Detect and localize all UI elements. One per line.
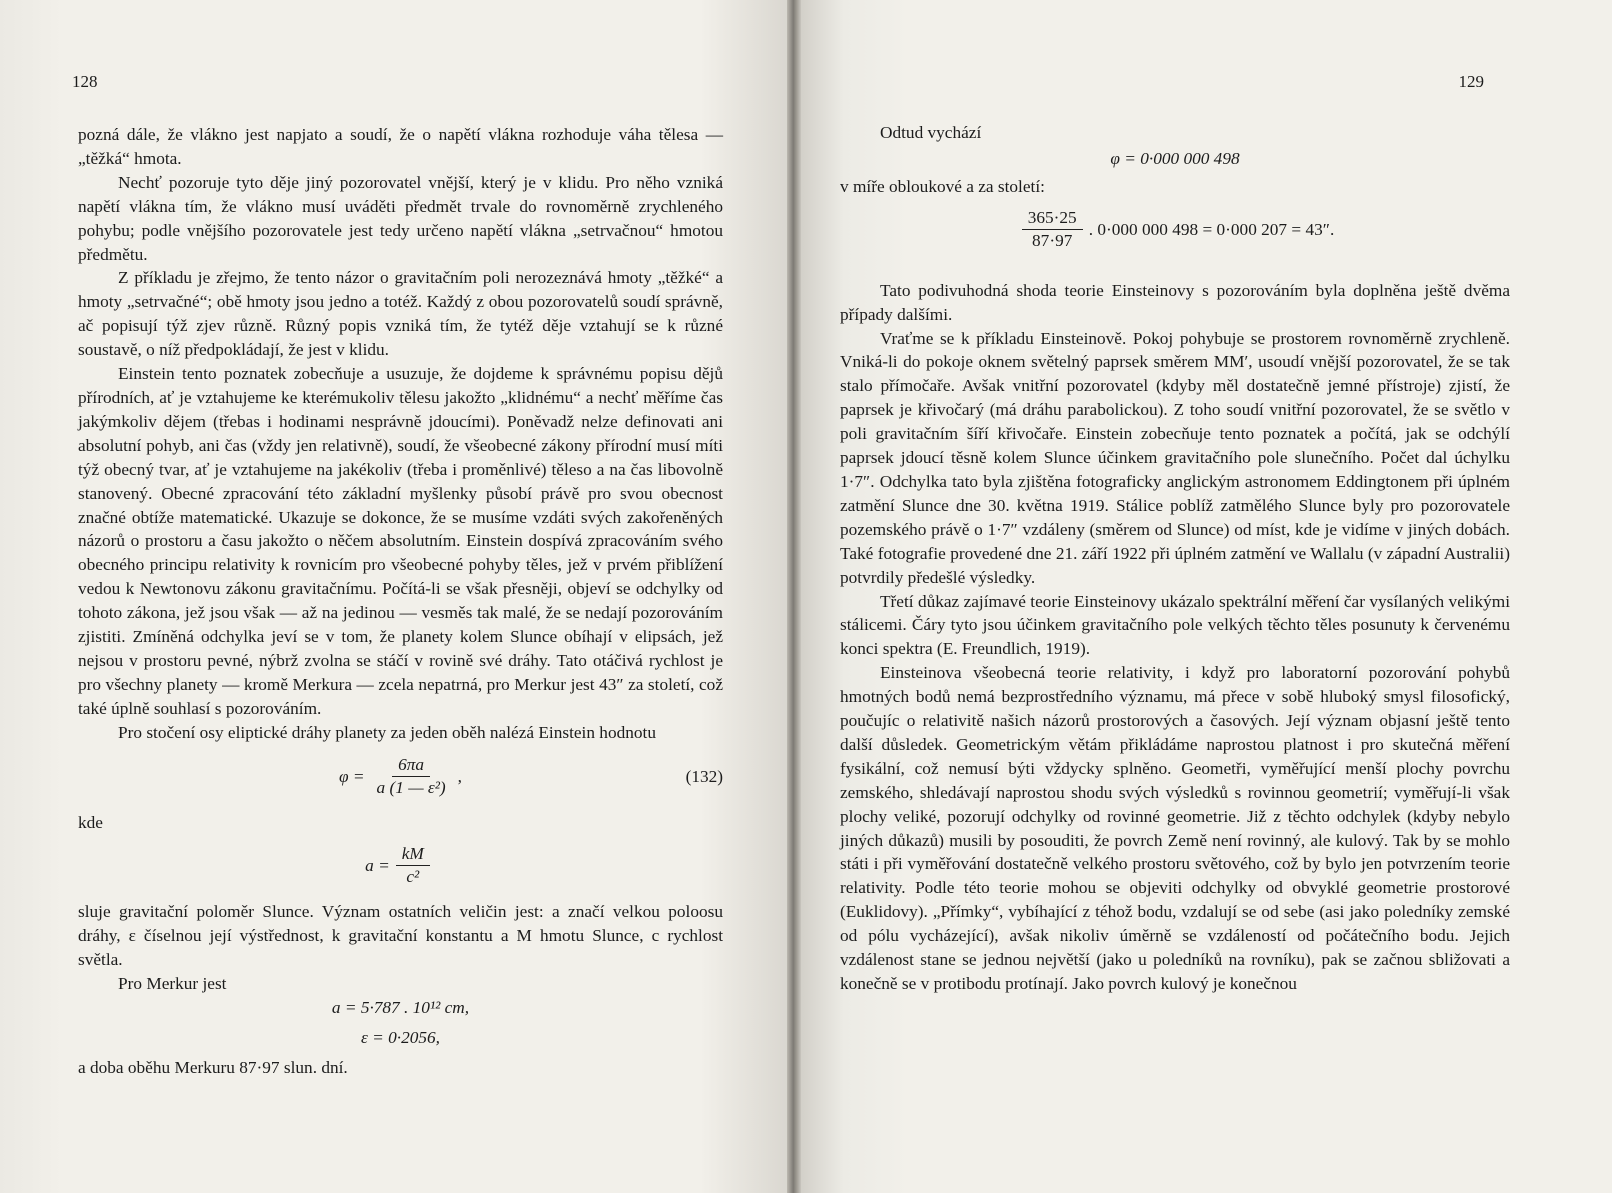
- formula-rest: . 0·000 000 498 = 0·000 207 = 43″.: [1088, 219, 1335, 239]
- page-number: 129: [1458, 72, 1484, 91]
- formula-fraction: [1022, 207, 1083, 252]
- merkur-semi-axis: a = 5·787 . 10¹² cm,: [331, 998, 470, 1018]
- left-page-body: [78, 123, 723, 1080]
- equation-number: (132): [685, 766, 723, 786]
- formula-fraction: [396, 843, 430, 888]
- paragraph: Einstein tento poznatek zobecňuje a usuzuje, že dojdeme k správnému popisu dějů přírodních, ať je vztahujeme ke kterémukoliv tělesu jakožto „klidnému“ a nechť měříme čas jakýmkoliv dějem (třebas i hodinami nesprávně jdoucími). Poněvadž nelze definovati ani absolutní pohyb, ani čas (vždy jen relativně), soudí, že všeobecné zákony přírodní musí míti týž obecný tvar, ať je vztahujeme na jakékoliv (třeba i proměnlivé) těleso a na čas libovolně stanovený. Obecné zpracování této základní myšlenky působí právě pro svou obecnost značné obtíže matematické. Ukazuje se dokonce, že se musíme vzdáti svých zakořeněných názorů o prostoru a času jakožto o něčem absolutním. Einstein dospívá zpracováním svého obecného principu relativity k rovnicím pro všeobecné pohyby těles, jež v prvém přiblížení vedou k Newtonovu zákonu gravitačnímu. Počítá-li se však přesněji, objeví se odchylky od tohoto zákona, jež jsou však — až na jedinou — vesměs tak malé, že se nedají pozorováním zjistiti. Zmíněná odchylka jeví se v tom, že planety kolem Slunce obíhají v elipsách, jež nejsou v prostoru pevné, nýbrž zvolna se stáčí v rovině své dráhy. Tato otáčivá rychlost je pro všechny planety — kromě Merkura — zcela nepatrná, pro Merkur jest 43″ za století, což také úplně souhlasí s pozorováním.: [78, 364, 723, 718]
- paragraph: a doba oběhu Merkuru 87·97 slun. dní.: [78, 1057, 348, 1077]
- formula-lhs: φ =: [339, 766, 365, 786]
- merkur-eccentricity: ε = 0·2056,: [361, 1028, 440, 1047]
- formula-calculation: [840, 201, 1510, 259]
- paragraph: v míře obloukové a za století:: [840, 176, 1045, 196]
- paragraph: Třetí důkaz zajímavé teorie Einsteinovy ukázalo spektrální měření čar vysílaných velikými stálicemi. Čáry tyto jsou účinkem gravitačního pole velkých těchto těles posunuty k červenému konci spektra (E. Freundlich, 1919).: [840, 591, 1510, 659]
- formula-denominator: 87·97: [1032, 231, 1073, 251]
- paragraph: Vraťme se k příkladu Einsteinově. Pokoj pohybuje se prostorem rovnoměrně zrychleně. Vniká-li do pokoje oknem světelný paprsek směrem MM′, usoudí vnější pozorovatel, že se tak stalo přímočaře. Avšak vnitřní pozorovatel (kdyby měl dostatečně jemné přístroje) zjistí, že paprsek je křivočarý (má dráhu parabolickou). Z toho soudí vnitřní pozorovatel, že se světlo v poli gravitačním šíří křivočaře. Einstein zobecňuje tento poznatek a počítá, jak se odchýlí paprsek jdoucí těsně kolem Slunce účinkem gravitačního pole slunečního. Počet dal úchylku 1·7″. Odchylka tato byla zjištěna fotograficky anglickým astronomem Eddingtonem při úplném zatmění Slunce dne 30. května 1919. Stálice poblíž zatmělého Slunce byly pro pozorovatele pozemského právě o 1·7″ vzdáleny (směrem od Slunce) od míst, kde je vidíme v jiných dobách. Také fotografie provedené dne 21. září 1922 při úplném zatmění ve Wallalu (v západní Australii) potvrdily předešlé výsledky.: [840, 328, 1510, 587]
- paragraph: Pro Merkur jest: [118, 974, 227, 994]
- paragraph: Odtud vychází: [880, 123, 982, 142]
- paragraph: pozná dále, že vlákno jest napjato a soudí, že o napětí vlákna rozhoduje váha tělesa — „těžká“ hmota.: [78, 125, 723, 168]
- formula-numerator: 6πa: [392, 754, 430, 777]
- paragraph: sluje gravitační poloměr Slunce. Význam ostatních veličin jest: a značí velkou poloosu dráhy, ε číselnou její výstřednost, k gravitační konstantu a M hmotu Slunce, c rychlost světla.: [78, 902, 723, 970]
- formula-numerator: kM: [396, 843, 430, 866]
- right-page-body: [840, 121, 1510, 996]
- formula-lhs: a =: [365, 855, 390, 875]
- page-number: 128: [72, 72, 98, 91]
- paragraph: Z příkladu je zřejmo, že tento názor o gravitačním poli nerozeznává hmoty „těžké“ a hmoty „setrvačné“; obě hmoty jsou jedno a totéž. Každý z obou pozorovatelů soudí správně, ač popisují týž zjev různě. Různý popis vzniká tím, že tytéž děje vztahují se k různé soustavě, o níž předpokládají, že jest v klidu.: [78, 268, 723, 360]
- formula-denominator: c²: [406, 866, 420, 886]
- formula-numerator: 365·25: [1022, 207, 1083, 230]
- phi-value: φ = 0·000 000 498: [1110, 148, 1240, 168]
- formula-gravitational-radius: [78, 836, 723, 894]
- paragraph: Nechť pozoruje tyto děje jiný pozorovatel vnější, který je v klidu. Pro něho vzniká napětí vlákna tím, že vlákno musí uváděti předmět trvale do rovnoměrně zrychleného pohybu; podle vnějšího pozorovatele jest tedy určeno napětí vlákna „setrvačnou“ hmotou předmětu.: [78, 172, 723, 264]
- paragraph: Pro stočení osy eliptické dráhy planety za jeden oběh nalézá Einstein hodnotu: [118, 722, 656, 742]
- formula-comma: ,: [457, 766, 462, 786]
- book-gutter: [787, 0, 801, 1193]
- formula-denominator: a (1 — ε²): [376, 778, 446, 798]
- right-page: [795, 0, 1612, 1193]
- kde-label: kde: [78, 812, 103, 832]
- formula-fraction: [371, 754, 452, 799]
- formula-132: [78, 747, 723, 807]
- left-page: [0, 0, 795, 1193]
- paragraph: Tato podivuhodná shoda teorie Einsteinovy s pozorováním byla doplněna ještě dvěma případy dalšími.: [840, 280, 1510, 324]
- paragraph: Einsteinova všeobecná teorie relativity, i když pro laboratorní pozorování pohybů hmotných bodů nemá bezprostředního významu, má přece v sobě hluboký smysl filosofický, poučujíc o relativitě našich názorů prostorových a časových. Její význam objasní ještě tento další důsledek. Geometrickým větám přikládáme naprostou platnost i pro skutečná měření fysikální, což nemusí býti vždycky splněno. Geometři, vyměřující menší plochy povrchu zemského, shledávají naprostou shodu svých výsledků s rovinnou geometrií; vyměřují-li však plochy veliké, pozorují odchylky od rovinné geometrie. Již z těchto odchylek (kdyby nebylo jiných důkazů) musili by posouditi, že povrch Země není rovinný, ale kulový. Tak by se mohlo státi i při vyměřování dostatečně velkého prostoru světového, což by bylo jen potvrzením teorie relativity. Podle této teorie mohou se objeviti odchylky od obvyklé geometrie prostorové (Euklidovy). „Přímky“, vybíhající z téhož bodu, vzdalují se od sebe (asi jako poledníky zemské od pólu vycházející), avšak nikoliv úměrně se vzdáleností od počátečního bodu. Jejich vzdálenost stane se jednou největší (jako u poledníků na rovníku), pak se začnou sbližovati a konečně se v protibodu protínají. Jako povrch kulový je konečnou: [840, 663, 1510, 993]
